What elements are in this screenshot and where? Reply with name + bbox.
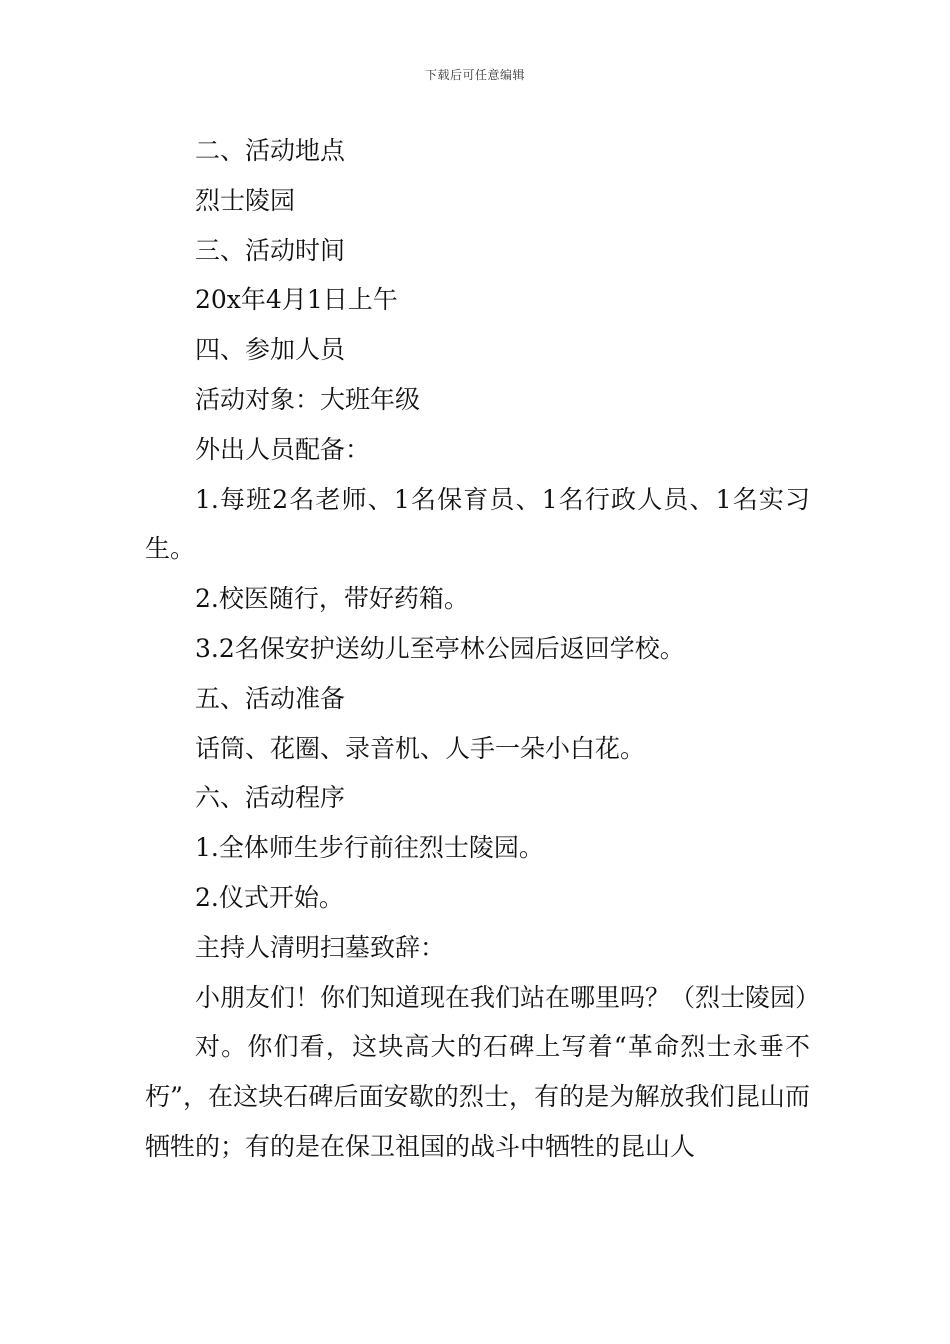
document-body xyxy=(145,126,821,1172)
paragraph-location: 烈士陵园 xyxy=(195,185,296,215)
section-heading-time: 三、活动时间 xyxy=(195,235,346,265)
list-item-staff-3: 3.2名保安护送幼儿至亭林公园后返回学校。 xyxy=(195,633,685,663)
list-item-staff-2: 2.校医随行，带好药箱。 xyxy=(195,584,469,614)
paragraph-host-speech-title: 主持人清明扫墓致辞： xyxy=(195,932,446,962)
section-heading-location: 二、活动地点 xyxy=(195,136,346,165)
paragraph-time: 20x年4月1日上午 xyxy=(195,285,398,315)
paragraph-speech-1: 小朋友们！你们知道现在我们站在哪里吗？（烈士陵园） xyxy=(195,982,821,1012)
paragraph-target: 活动对象：大班年级 xyxy=(195,384,421,414)
section-heading-procedure: 六、活动程序 xyxy=(195,783,346,813)
paragraph-preparation: 话筒、花圈、录音机、人手一朵小白花。 xyxy=(195,733,646,763)
list-item-staff-1: 1.每班2名老师、1名保育员、1名行政人员、1名实习生。 xyxy=(145,484,810,564)
page-header: 下载后可任意编辑 xyxy=(424,68,525,82)
paragraph-staffing-title: 外出人员配备： xyxy=(195,434,371,464)
section-heading-preparation: 五、活动准备 xyxy=(195,683,346,713)
paragraph-speech-2: 对。你们看，这块高大的石碑上写着“革命烈士永垂不朽”，在这块石碑后面安歇的烈士，有的是为解放我们昆山而牺牲的；有的是在保卫祖国的战斗中牺牲的昆山人 xyxy=(145,1032,810,1161)
list-item-procedure-2: 2.仪式开始。 xyxy=(195,882,344,912)
section-heading-participants: 四、参加人员 xyxy=(195,335,346,365)
list-item-procedure-1: 1.全体师生步行前往烈士陵园。 xyxy=(195,833,544,863)
